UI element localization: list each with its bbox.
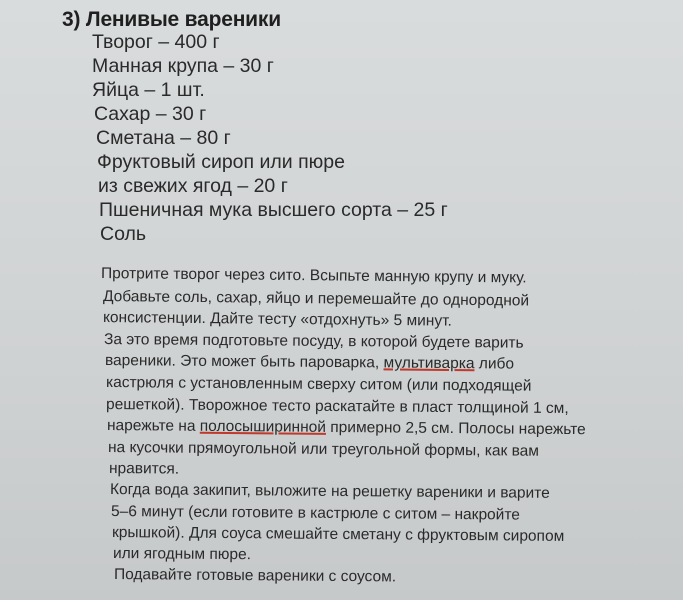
ingredient-item: Сахар – 30 г	[94, 103, 207, 125]
instruction-line: крышкой). Для соуса смешайте сметану с фруктовым сиропом	[111, 524, 565, 545]
instruction-line: нравится.	[108, 460, 180, 478]
instruction-line	[105, 352, 514, 374]
ingredient-item: Пшеничная мука высшего сорта – 25 г	[99, 199, 448, 221]
instruction-line: кастрюля с установленным сверху ситом (или подходящей	[105, 374, 532, 395]
instruction-text: либо	[474, 355, 515, 373]
instruction-line: на кусочки прямоугольной или треугольной формы, как вам	[107, 439, 540, 460]
ingredient-item: Манная крупа – 30 г	[92, 55, 274, 77]
ingredient-item: Творог – 400 г	[92, 31, 220, 53]
instruction-line: За это время подготовьте посуду, в которой будете варить	[103, 331, 524, 352]
underlined-word: полосыширинной	[199, 417, 327, 436]
ingredient-item: Фруктовый сироп или пюре	[97, 151, 345, 173]
ingredient-item: Соль	[100, 223, 147, 245]
instruction-text: примерно 2,5 см. Полосы нарежьте	[325, 418, 586, 439]
instruction-line: Когда вода закипит, выложите на решетку вареники и варите	[109, 481, 550, 502]
instruction-line: 5–6 минут (если готовите в кастрюле с ситом – накройте	[110, 503, 521, 524]
ingredient-item: Сметана – 80 г	[96, 127, 231, 149]
instruction-text: нарежьте на	[106, 417, 200, 435]
instruction-line	[107, 417, 586, 439]
underlined-word: мультиварка	[383, 354, 475, 373]
instruction-line: консистенции. Дайте тесту «отдохнуть» 5 минут.	[102, 309, 452, 330]
instruction-line: Подавайте готовые вареники с соусом.	[113, 566, 397, 586]
instruction-line: или ягодным пюре.	[112, 545, 252, 564]
instruction-line: Добавьте соль, сахар, яйцо и перемешайте до однородной	[102, 288, 530, 310]
instruction-line: решеткой). Творожное тесто раскатайте в пласт толщиной 1 см,	[105, 396, 569, 418]
ingredient-item: Яйца – 1 шт.	[92, 79, 205, 101]
recipe-title: 3) Ленивые вареники	[62, 8, 281, 31]
instruction-text: вареники. Это может быть пароварка,	[104, 352, 384, 372]
ingredient-item: из свежих ягод – 20 г	[98, 175, 288, 197]
instruction-line: Протрите творог через сито. Всыпьте манную крупу и муку.	[100, 265, 527, 287]
